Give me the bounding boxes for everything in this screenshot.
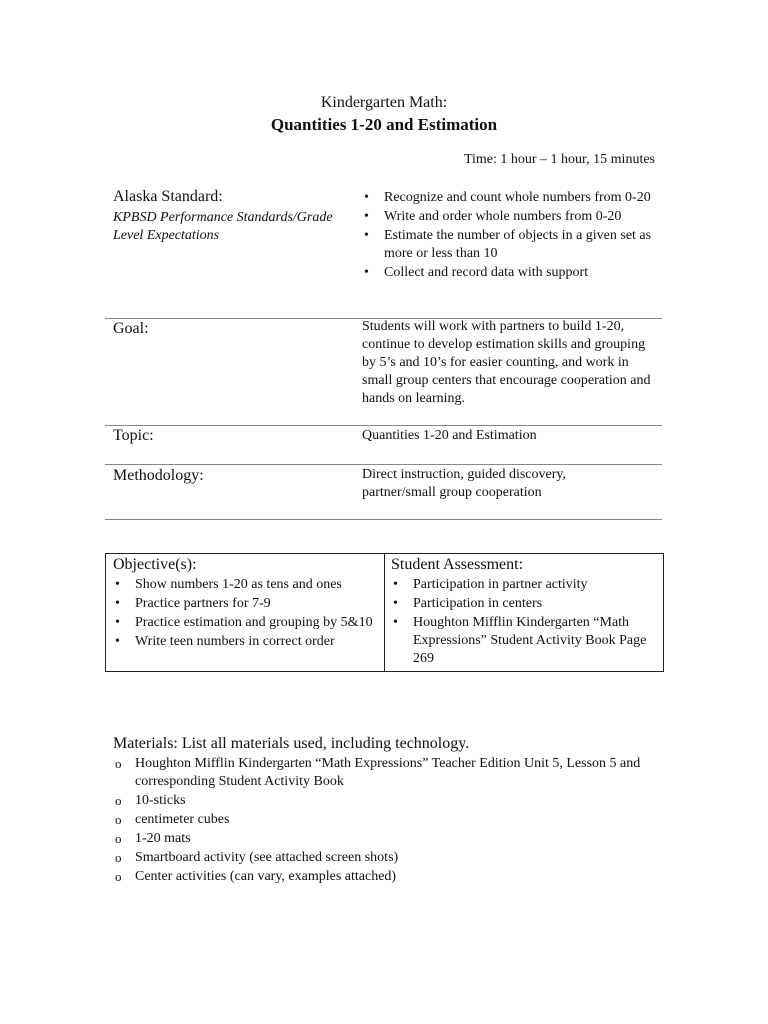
materials-heading: Materials: List all materials used, including technology. xyxy=(113,735,470,752)
lesson-time: Time: 1 hour – 1 hour, 15 minutes xyxy=(463,152,655,167)
divider xyxy=(105,425,662,426)
material-item: o 1-20 mats xyxy=(113,830,663,848)
objective-item: • Write teen numbers in correct order xyxy=(113,633,381,651)
standard-item: • Recognize and count whole numbers from 0-20 xyxy=(362,189,662,207)
goal-text: Students will work with partners to build 1-20, continue to develop estimation skills and grouping by 5’s and 10’s for easier counting, and work in small group centers that encourage cooperation and hands on learning. xyxy=(362,319,651,406)
assessment-item: • Houghton Mifflin Kindergarten “Math Expressions” Student Activity Book Page 269 xyxy=(391,614,653,668)
objective-item: • Practice estimation and grouping by 5&10 xyxy=(113,614,381,632)
goal-label: Goal: xyxy=(113,320,149,337)
methodology-text: Direct instruction, guided discovery, partner/small group cooperation xyxy=(362,467,566,500)
assessment-item: • Participation in centers xyxy=(391,595,653,613)
objectives-assessment-table xyxy=(105,553,664,672)
objectives-label: Objective(s): xyxy=(113,556,197,573)
material-item: o centimeter cubes xyxy=(113,811,663,829)
assessment-label: Student Assessment: xyxy=(391,556,524,573)
material-item: o Center activities (can vary, examples attached) xyxy=(113,868,663,886)
standard-item: • Collect and record data with support xyxy=(362,264,662,282)
standard-item: • Write and order whole numbers from 0-20 xyxy=(362,208,662,226)
material-item: o Smartboard activity (see attached screen shots) xyxy=(113,849,663,867)
document-title: Quantities 1-20 and Estimation xyxy=(270,115,498,134)
standard-label: Alaska Standard: xyxy=(113,188,223,205)
objective-item: • Practice partners for 7-9 xyxy=(113,595,381,613)
objectives-column xyxy=(113,556,381,652)
objective-item: • Show numbers 1-20 as tens and ones xyxy=(113,576,381,594)
divider xyxy=(105,519,662,520)
methodology-label: Methodology: xyxy=(113,467,204,484)
table-divider xyxy=(384,554,385,671)
assessment-item: • Participation in partner activity xyxy=(391,576,653,594)
standard-list xyxy=(362,189,662,283)
materials-list xyxy=(113,755,663,887)
topic-label: Topic: xyxy=(113,427,154,444)
assessment-column xyxy=(391,556,653,669)
material-item: o 10-sticks xyxy=(113,792,663,810)
standard-item: • Estimate the number of objects in a given set as more or less than 10 xyxy=(362,227,662,263)
topic-text: Quantities 1-20 and Estimation xyxy=(362,428,537,443)
document-title-line1: Kindergarten Math: xyxy=(320,94,448,111)
material-item: o Houghton Mifflin Kindergarten “Math Expressions” Teacher Edition Unit 5, Lesson 5 and corresponding Student Activity Book xyxy=(113,755,663,791)
divider xyxy=(105,464,662,465)
standard-sublabel: KPBSD Performance Standards/Grade Level Expectations xyxy=(113,210,333,243)
